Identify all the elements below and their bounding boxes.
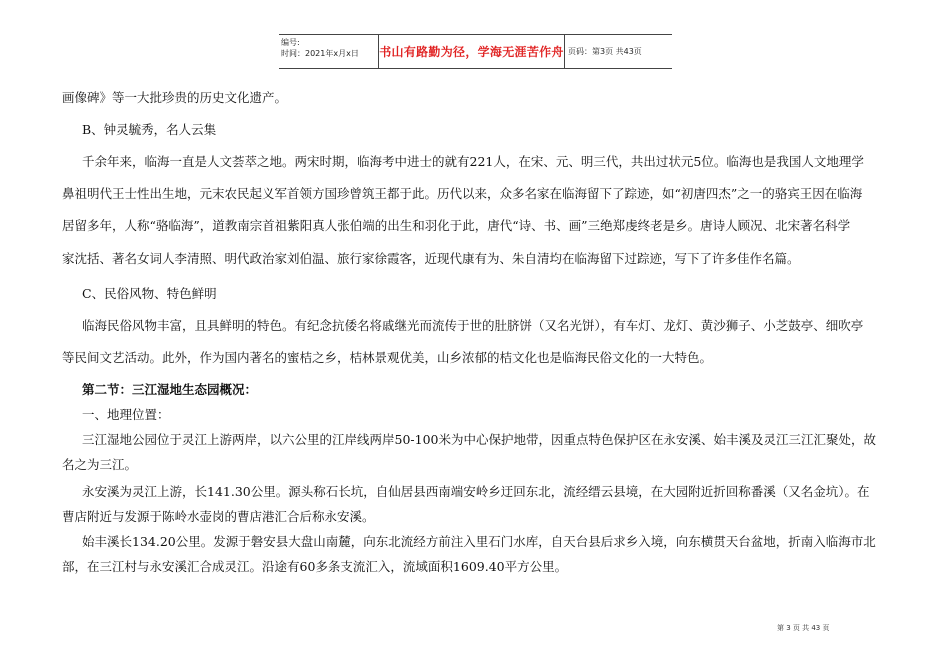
paragraph-line: 家沈括、著名女词人李清照、明代政治家刘伯温、旅行家徐霞客，近现代康有为、朱自清均在临海留下过踪迹，写下了许多佳作名篇。 [62,251,800,266]
paragraph-line: 画像碑》等一大批珍贵的历史文化遗产。 [62,90,288,105]
subsection-heading: 一、地理位置： [82,407,170,422]
page-header [279,34,672,69]
subheading-c: C、民俗风物、特色鲜明 [82,286,217,301]
header-meta [279,35,379,68]
subheading-b: B、钟灵毓秀，名人云集 [82,122,217,137]
paragraph-line: 千余年来，临海一直是人文荟萃之地。两宋时期，临海考中进士的就有221人，在宋、元、明三代，共出过状元5位。临海也是我国人文地理学 [82,154,864,169]
paragraph-line: 曹店附近与发源于陈岭水壶岗的曹店港汇合后称永安溪。 [62,509,375,524]
paragraph-line: 永安溪为灵江上游，长141.30公里。源头称石长坑，自仙居县西南端安岭乡迂回东北，流经缙云县境，在大园附近折回称番溪（又名金坑）。在 [82,484,870,499]
paragraph-line: 居留多年，人称“骆临海”，道教南宗首祖紫阳真人张伯端的出生和羽化于此，唐代“诗、书、画”三绝郑虔终老是乡。唐诗人顾况、北宋著名科学 [62,218,851,233]
number-label: 编号: [281,38,300,47]
paragraph-line: 名之为三江。 [62,457,138,472]
header-motto: 书山有路勤为径，学海无涯苦作舟 [379,35,565,68]
page-footer: 第 3 页 共 43 页 [777,624,830,632]
paragraph-line: 等民间文艺活动。此外，作为国内著名的蜜桔之乡，桔林景观优美，山乡浓郁的桔文化也是临海民俗文化的一大特色。 [62,350,713,365]
paragraph-line: 部，在三江村与永安溪汇合成灵江。沿途有60多条支流汇入，流域面积1609.40平方公里。 [62,559,568,574]
section-heading: 第二节：三江湿地生态园概况： [82,382,258,397]
paragraph-line: 三江湿地公园位于灵江上游两岸，以六公里的江岸线两岸50-100米为中心保护地带，因重点特色保护区在永安溪、始丰溪及灵江三江汇聚处，故 [82,432,876,447]
time-label: 时间：2021年x月x日 [281,49,359,58]
header-page-info: 页码：第3页 共43页 [568,47,642,56]
paragraph-line: 始丰溪长134.20公里。发源于磐安县大盘山南麓，向东北流经方前注入里石门水库，自天台县后求乡入境，向东横贯天台盆地，折南入临海市北 [82,534,876,549]
paragraph-line: 临海民俗风物丰富，且具鲜明的特色。有纪念抗倭名将戚继光而流传于世的肚脐饼（又名光饼），有车灯、龙灯、黄沙狮子、小芝鼓亭、细吹亭 [82,318,864,333]
paragraph-line: 鼻祖明代王士性出生地，元末农民起义军首领方国珍曾筑王都于此。历代以来，众多名家在临海留下了踪迹，如“初唐四杰”之一的骆宾王因在临海 [62,186,863,201]
